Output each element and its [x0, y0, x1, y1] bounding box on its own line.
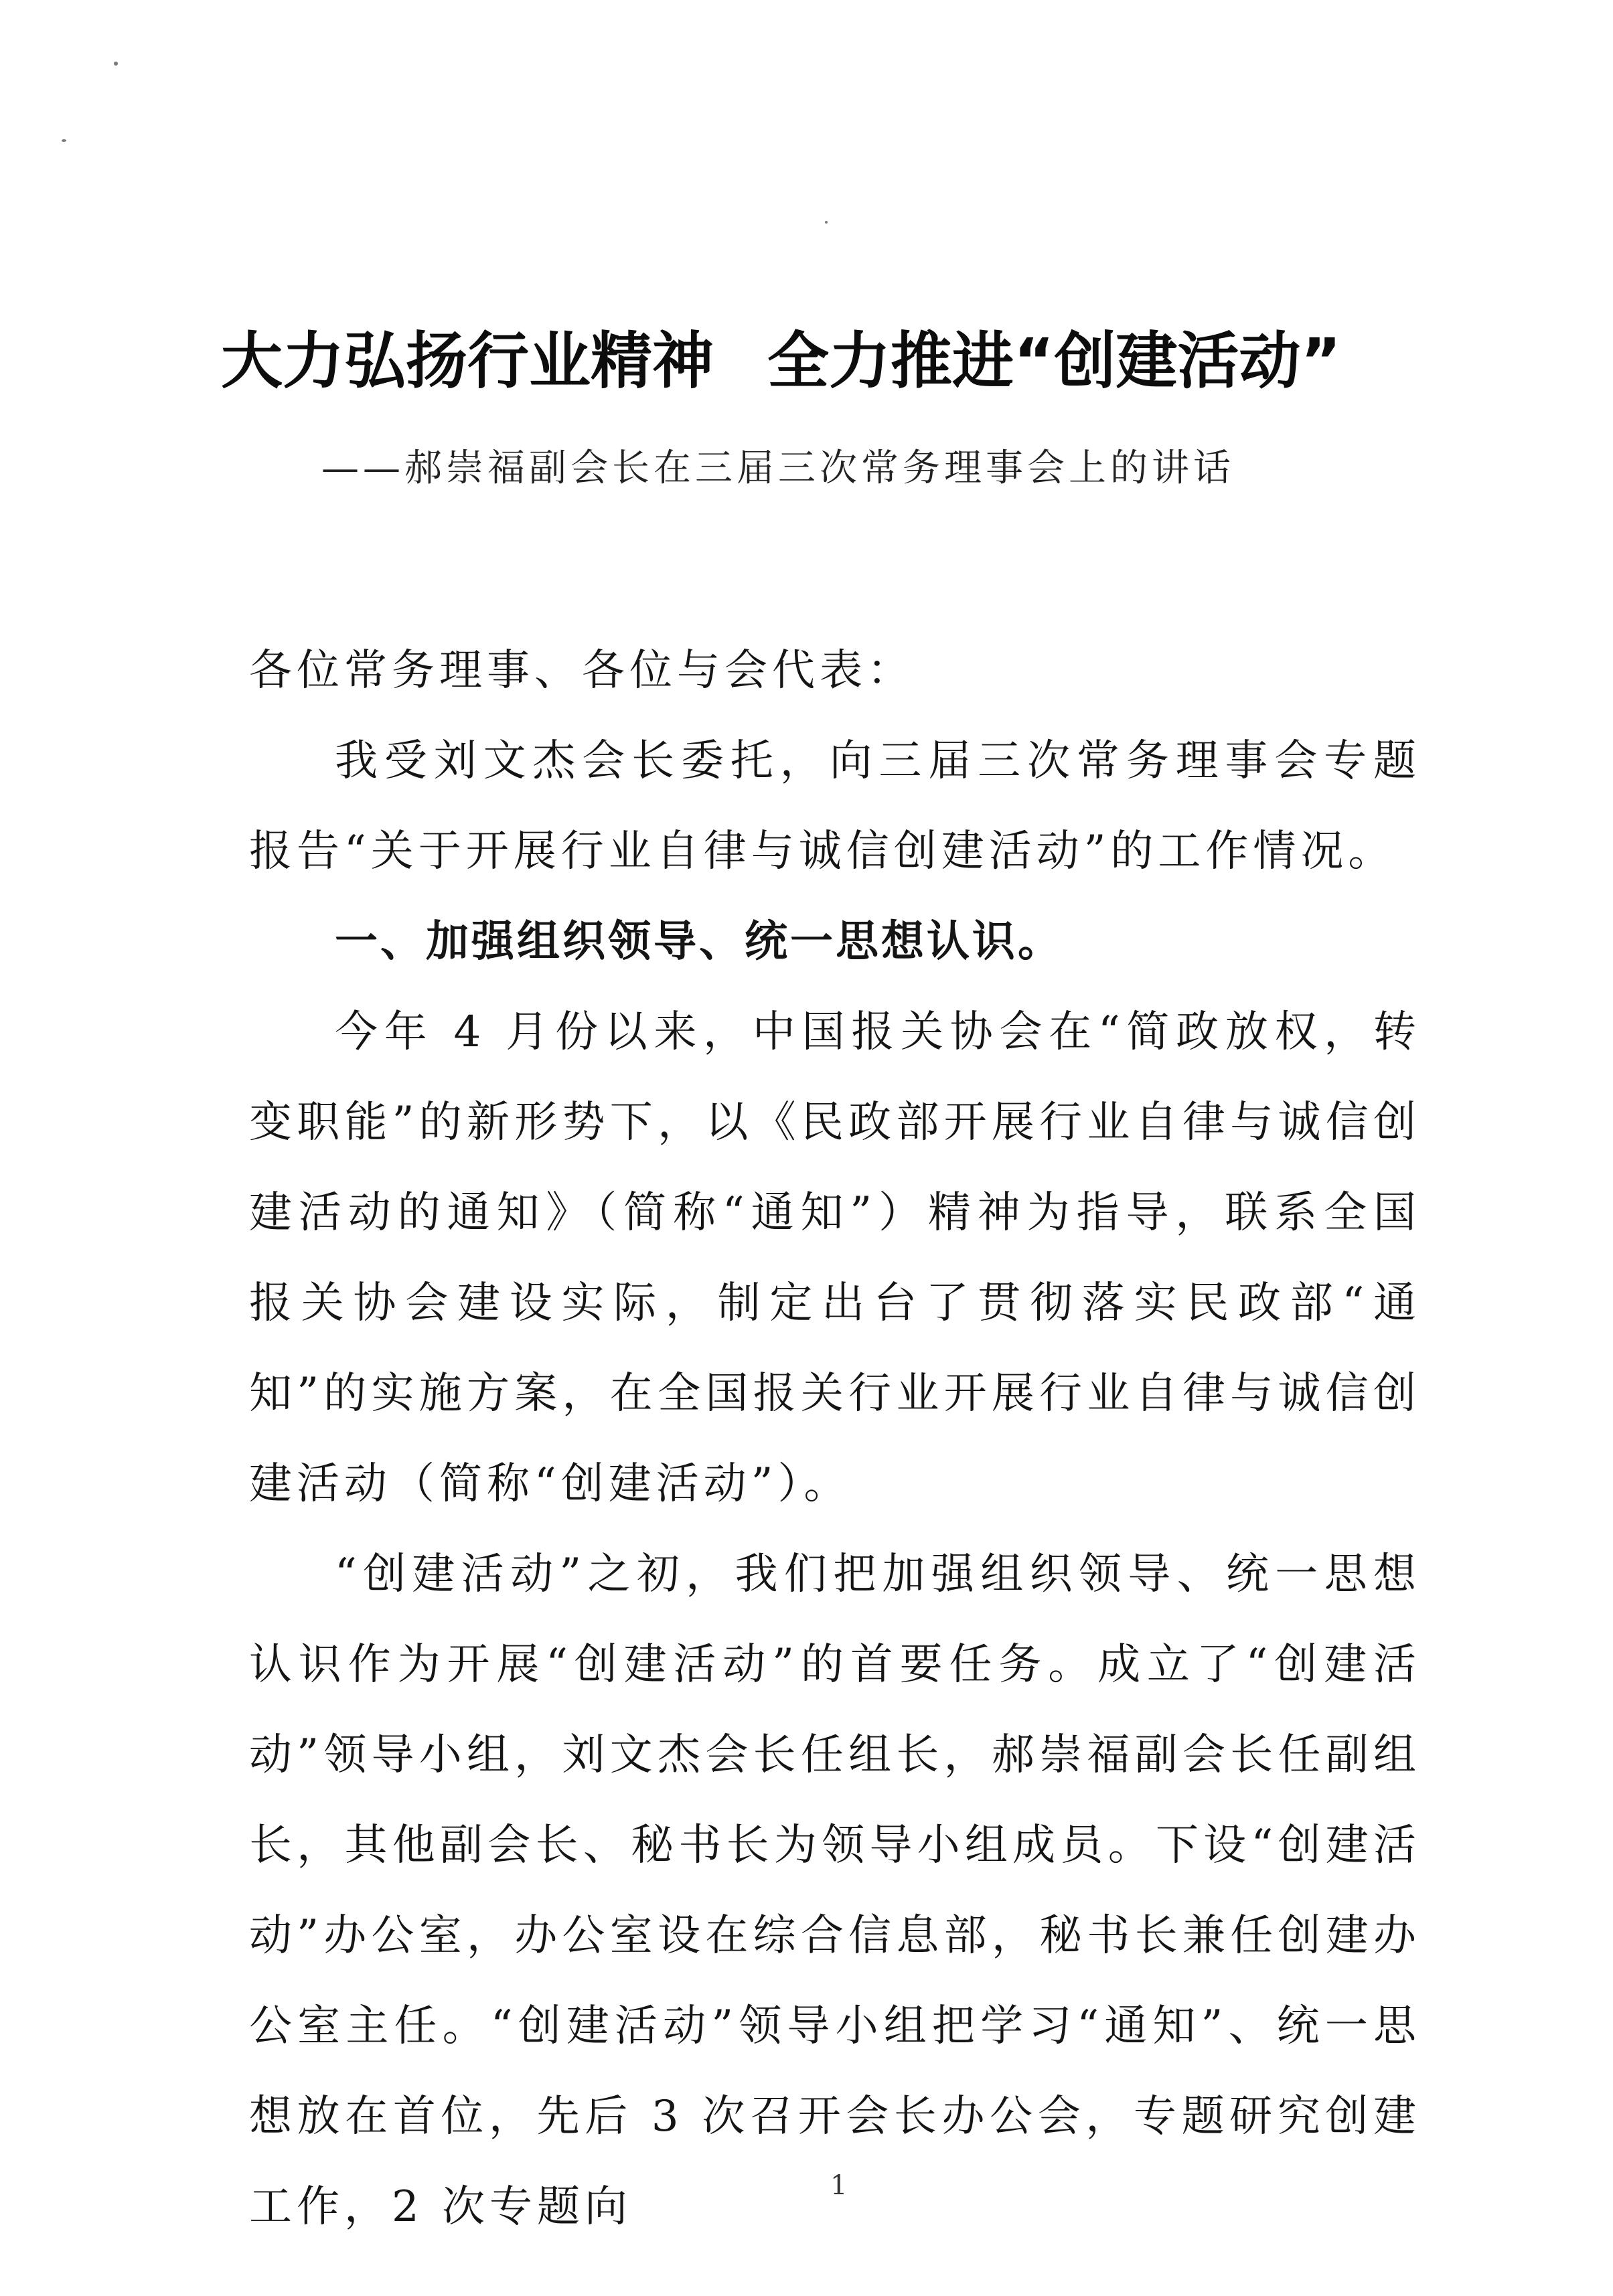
document-subtitle: ——郝崇福副会长在三届三次常务理事会上的讲话 [321, 446, 1235, 490]
section-heading-1: 一、加强组织领导、统一思想认识。 [335, 917, 1063, 967]
page-number: 1 [830, 2170, 848, 2201]
scan-speck [825, 221, 828, 224]
paragraph-organization: “创建活动”之初，我们把加强组织领导、统一思想认识作为开展“创建活动”的首要任务。成立了“创建活动”领导小组，刘文杰会长任组长，郝崇福副会长任副组长，其他副会长、秘书长为领导小组成员。下设“创建活动”办公室，办公室设在综合信息部，秘书长兼任创建办公室主任。“创建活动”领导小组把学习“通知”、统一思想放在首位，先后 3 次召开会长办公会，专题研究创建工作，2 次专题向 [249, 1550, 1421, 2232]
document-body [249, 626, 1421, 2252]
paragraph-intro: 我受刘文杰会长委托，向三届三次常务理事会专题报告“关于开展行业自律与诚信创建活动”的工作情况。 [249, 736, 1421, 876]
document-title [221, 315, 1460, 408]
title-part-2: 全力推进“创建活动” [767, 325, 1341, 397]
paragraph-background: 今年 4 月份以来，中国报关协会在“简政放权，转变职能”的新形势下，以《民政部开展行业自律与诚信创建活动的通知》（简称“通知”）精神为指导，联系全国报关协会建设实际，制定出台了贯彻落实民政部“通知”的实施方案，在全国报关行业开展行业自律与诚信创建活动（简称“创建活动”）。 [249, 1007, 1421, 1509]
scan-speck [62, 139, 66, 142]
scan-speck [114, 62, 118, 66]
title-part-1: 大力弘扬行业精神 [221, 325, 714, 397]
salutation: 各位常务理事、各位与会代表： [249, 646, 915, 695]
